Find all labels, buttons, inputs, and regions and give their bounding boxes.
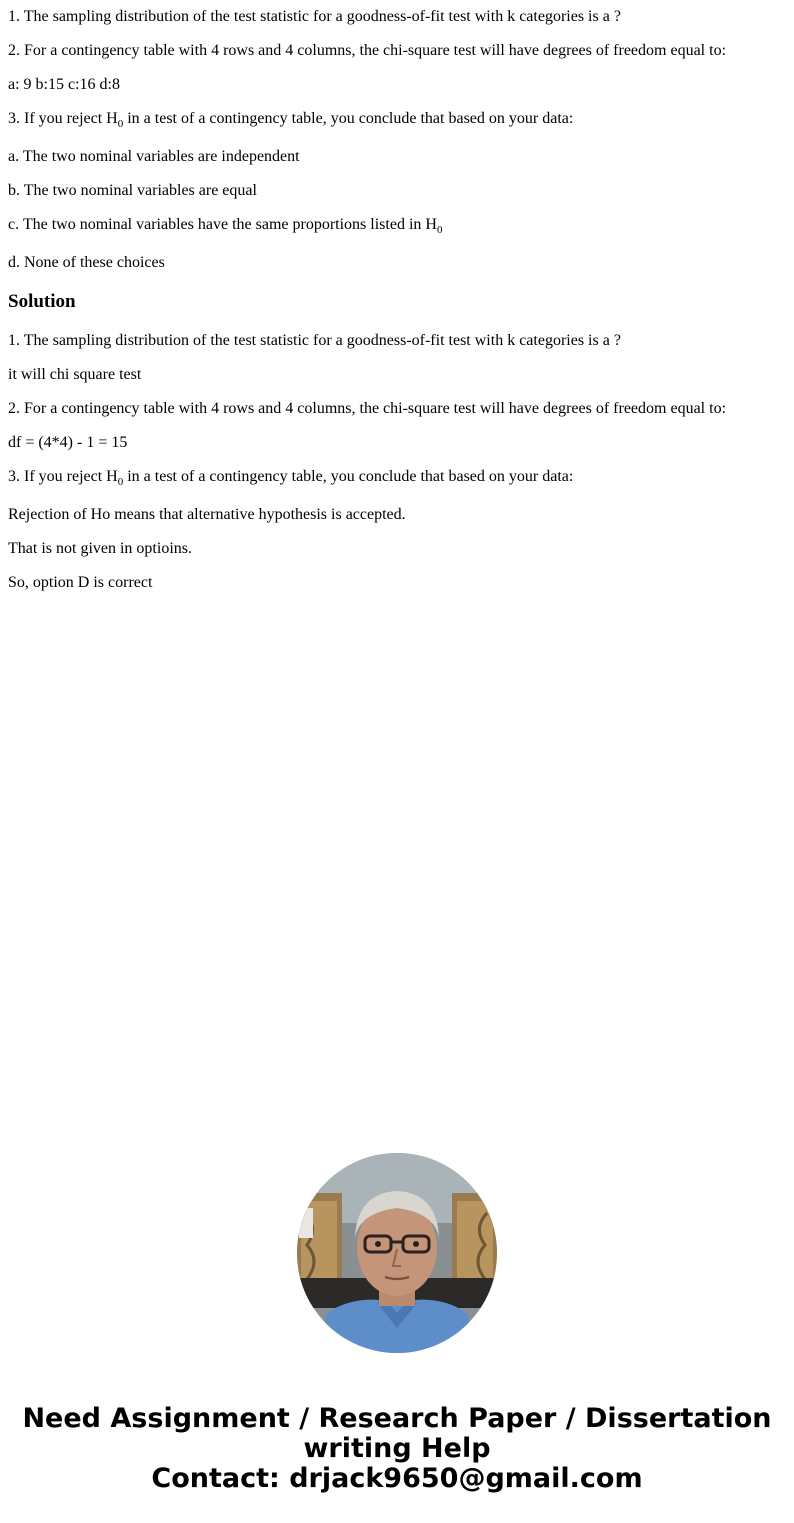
solution-answer-3-line-1: Rejection of Ho means that alternative hypothesis is accepted. xyxy=(8,506,406,523)
solution-question-2: 2. For a contingency table with 4 rows and 4 columns, the chi-square test will have degrees of freedom equal to: xyxy=(8,400,727,417)
question-2-options: a: 9 b:15 c:16 d:8 xyxy=(8,76,120,93)
footer-line-1: Need Assignment / Research Paper / Dissertation xyxy=(22,1403,772,1434)
subscript-zero: 0 xyxy=(117,476,124,488)
footer-contact-line: Contact: drjack9650@gmail.com xyxy=(151,1463,643,1494)
question-1: 1. The sampling distribution of the test statistic for a goodness-of-fit test with k categories is a ? xyxy=(8,8,621,25)
avatar-portrait-image xyxy=(297,1153,497,1353)
question-2: 2. For a contingency table with 4 rows and 4 columns, the chi-square test will have degrees of freedom equal to: xyxy=(8,42,727,59)
option-c xyxy=(8,216,442,234)
solution-question-3 xyxy=(8,468,573,486)
tutor-avatar xyxy=(297,1153,497,1353)
solution-question-3-text-end: in a test of a contingency table, you conclude that based on your data: xyxy=(123,468,574,485)
question-3 xyxy=(8,110,573,128)
contact-footer xyxy=(0,1404,794,1494)
solution-answer-1: it will chi square test xyxy=(8,366,142,383)
option-d: d. None of these choices xyxy=(8,254,165,271)
question-3-text-start: 3. If you reject H xyxy=(8,110,118,127)
solution-question-1: 1. The sampling distribution of the test statistic for a goodness-of-fit test with k categories is a ? xyxy=(8,332,621,349)
solution-heading: Solution xyxy=(8,291,76,312)
option-a: a. The two nominal variables are independent xyxy=(8,148,300,165)
subscript-zero: 0 xyxy=(436,224,443,236)
solution-answer-3-line-3: So, option D is correct xyxy=(8,574,153,591)
solution-question-3-text-start: 3. If you reject H xyxy=(8,468,118,485)
solution-answer-3-line-2: That is not given in optioins. xyxy=(8,540,192,557)
option-b: b. The two nominal variables are equal xyxy=(8,182,257,199)
subscript-zero: 0 xyxy=(117,118,124,130)
footer-line-2: writing Help xyxy=(303,1433,491,1464)
option-c-text: c. The two nominal variables have the same proportions listed in H xyxy=(8,216,437,233)
question-3-text-end: in a test of a contingency table, you conclude that based on your data: xyxy=(123,110,574,127)
solution-answer-2: df = (4*4) - 1 = 15 xyxy=(8,434,128,451)
